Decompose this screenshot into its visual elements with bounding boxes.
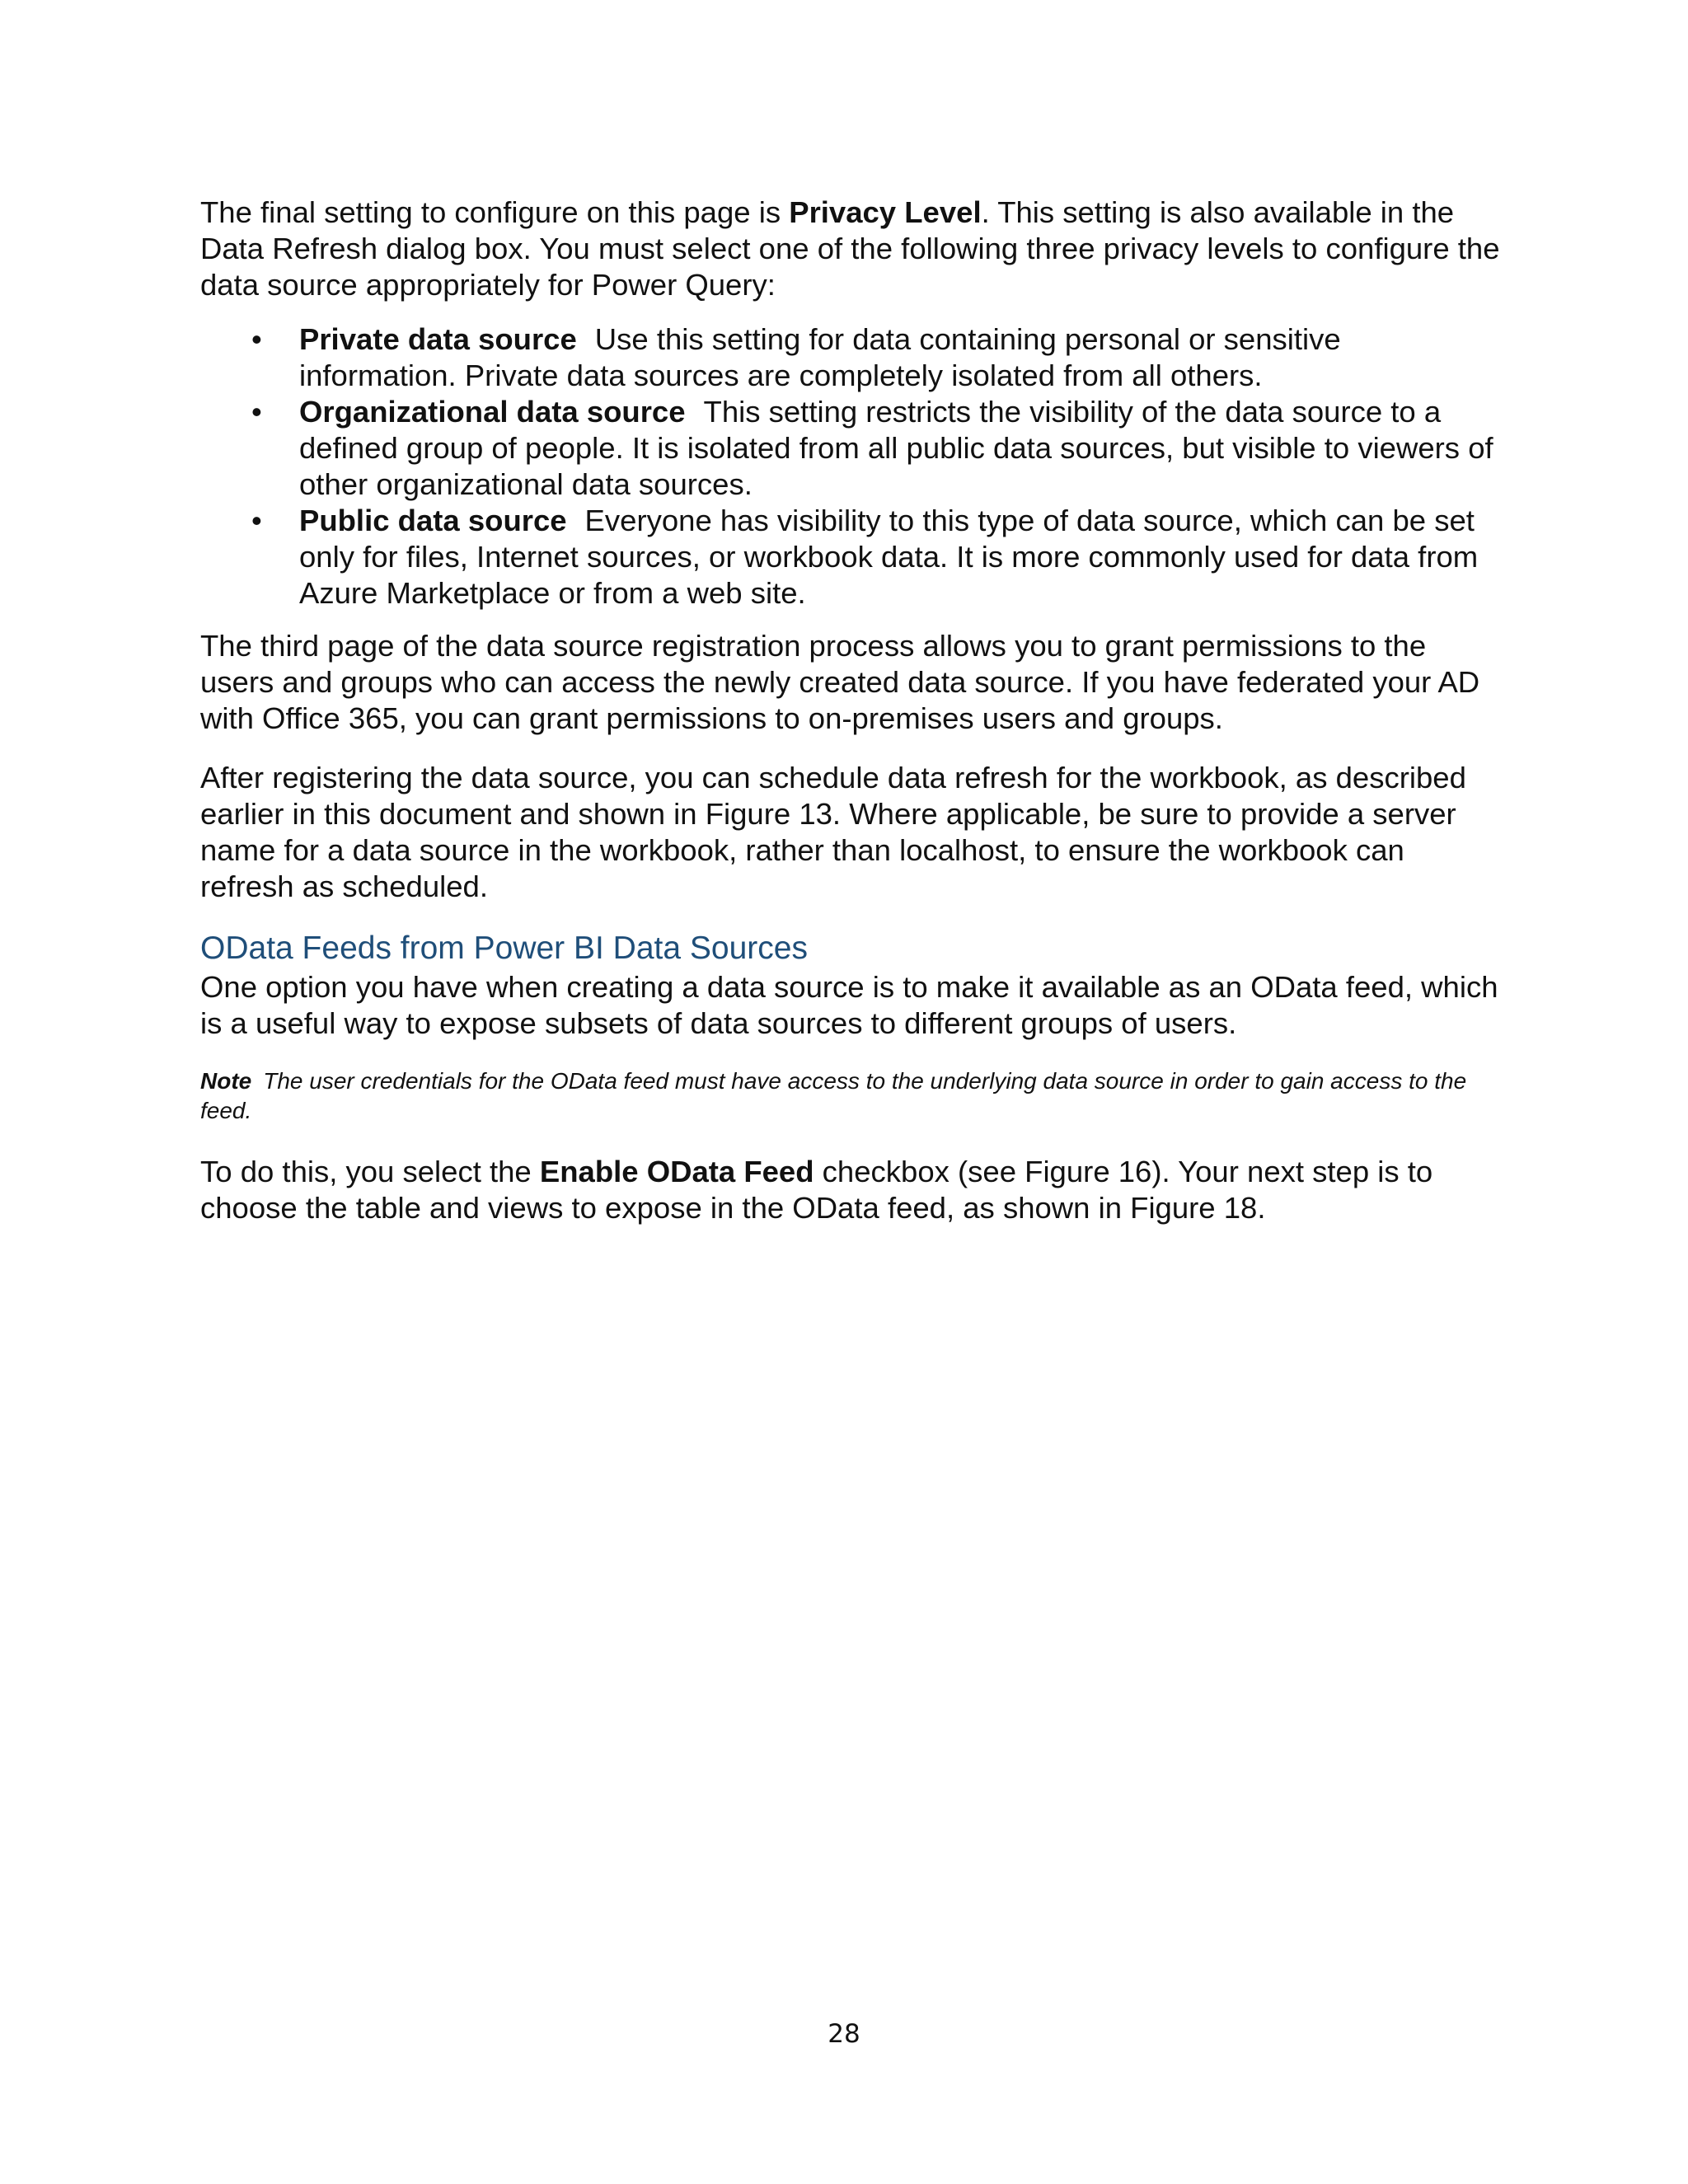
list-item-organizational [200,394,1503,503]
list-item-term: Public data source [299,504,567,537]
list-item-term: Organizational data source [299,395,686,429]
odata-paragraph: One option you have when creating a data source is to make it available as an OData feed, which is a useful way to expose subsets of data sources to different groups of users. [200,970,1498,1040]
document-body [200,194,1503,1226]
third-page-paragraph: The third page of the data source registration process allows you to grant permissions to the users and groups who can access the newly created data source. If you have federated your AD with Office 365, you can grant permissions to on-premises users and groups. [200,629,1480,735]
page-number: 28 [828,2019,860,2049]
list-item-private [200,321,1503,394]
note-label: Note [200,1068,252,1094]
list-item-description: Use this setting for data containing personal or sensitive information. Private data sources are completely isolated from all others. [299,322,1341,392]
bullet-icon: • [251,395,262,429]
privacy-level-term: Privacy Level [789,195,982,229]
list-item-public [200,503,1503,612]
enable-odata-feed-term: Enable OData Feed [539,1155,814,1188]
enable-odata-paragraph: To do this, you select the Enable OData Feed checkbox (see Figure 16). Your next step is to choose the table and views to expose in the OData feed, as shown in Figure 18. [200,1155,1433,1225]
bullet-icon: • [251,504,262,537]
privacy-levels-list [200,321,1503,612]
note [200,1066,1503,1126]
list-item-description: This setting restricts the visibility of the data source to a defined group of people. It is isolated from all public data sources, but visible to viewers of other organizational data sources. [299,395,1493,501]
after-registering-paragraph: After registering the data source, you can schedule data refresh for the workbook, as described earlier in this document and shown in Figure 13. Where applicable, be sure to provide a server name for a data source in the workbook, rather than localhost, to ensure the workbook can refresh as scheduled. [200,761,1466,903]
intro-paragraph: The final setting to configure on this page is Privacy Level. This setting is also available in the Data Refresh dialog box. You must select one of the following three privacy levels to configure the data source appropriately for Power Query: [200,195,1500,302]
list-item-term: Private data source [299,322,577,356]
bullet-icon: • [251,322,262,356]
section-heading: OData Feeds from Power BI Data Sources [200,930,808,966]
list-item-description: Everyone has visibility to this type of data source, which can be set only for files, Internet sources, or workbook data. It is more commonly used for data from Azure Marketplace or from a web site. [299,504,1479,610]
note-text: The user credentials for the OData feed must have access to the underlying data source in order to gain access to the feed. [200,1068,1467,1123]
